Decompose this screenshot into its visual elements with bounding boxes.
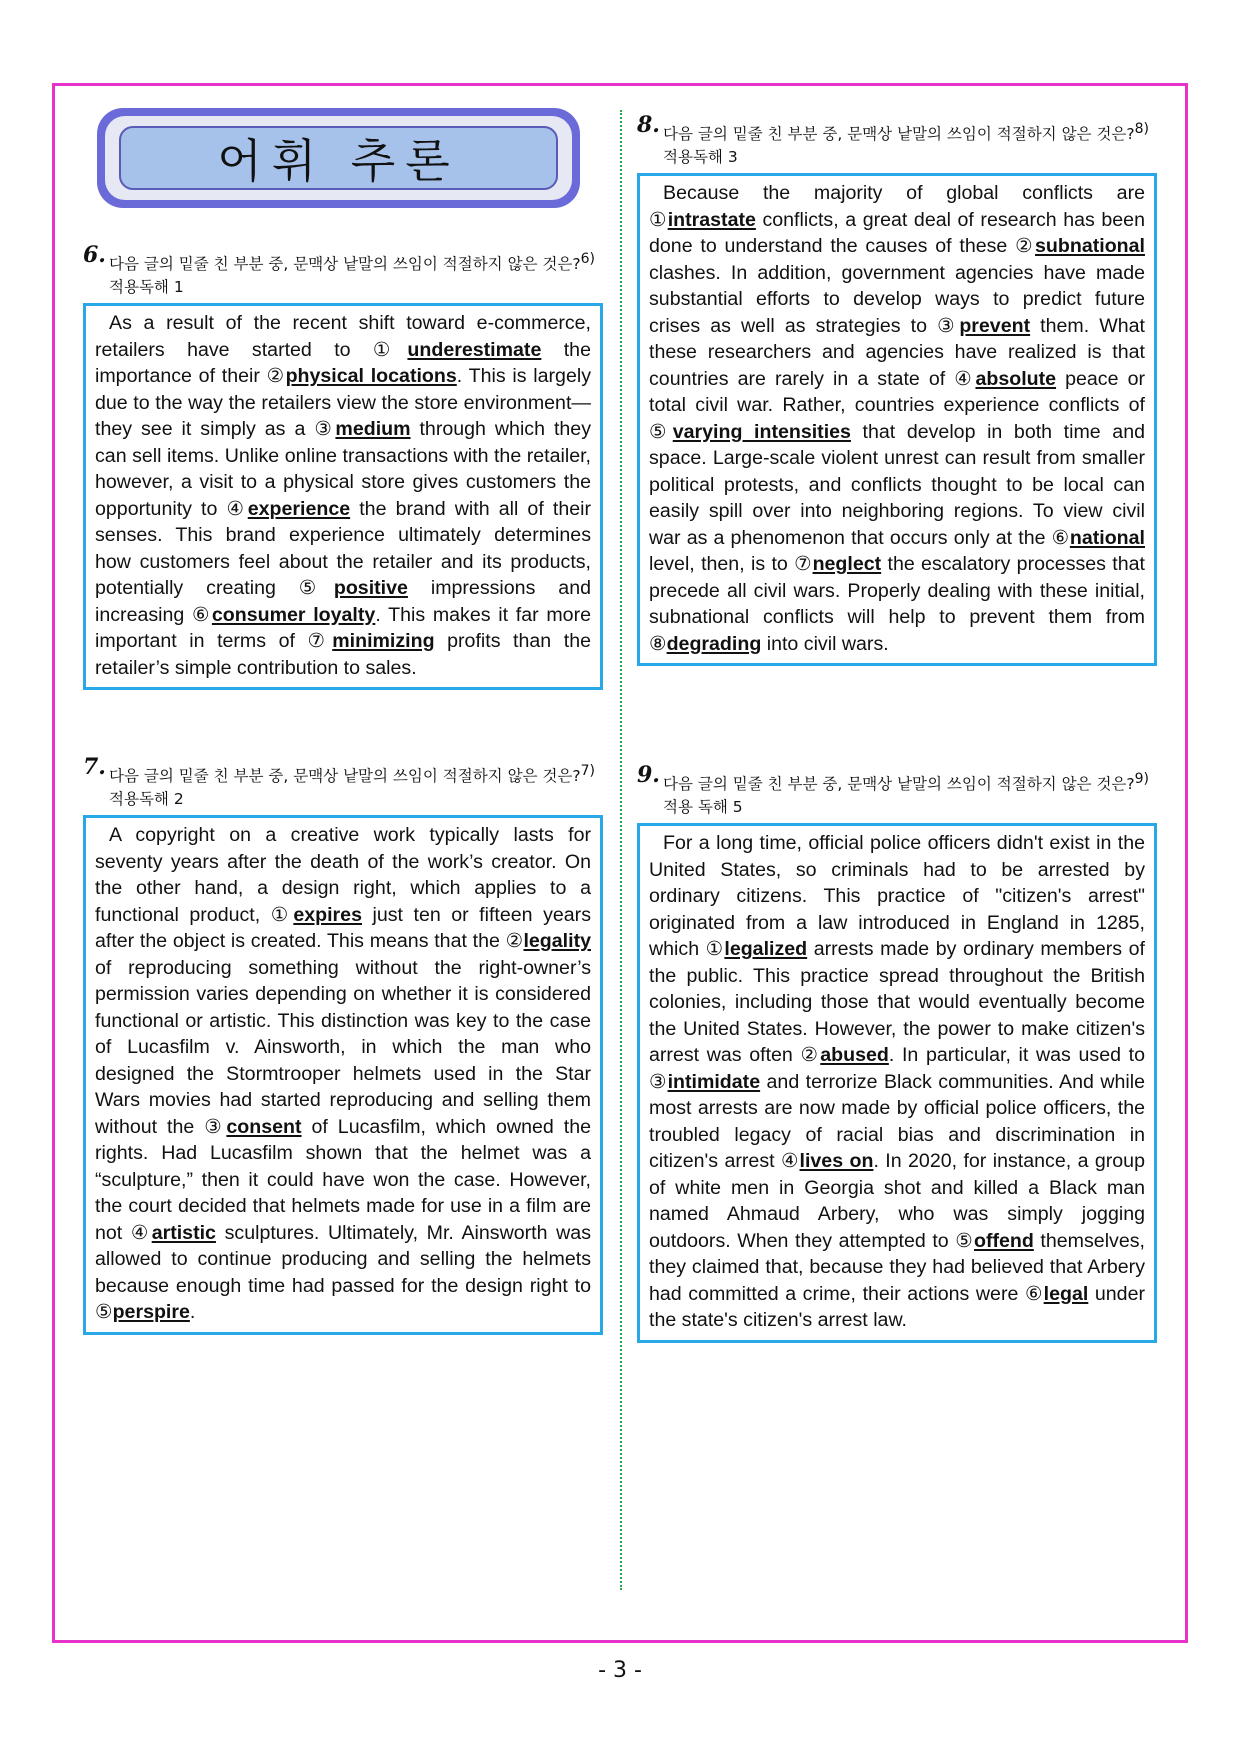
passage-text: and terrorize Black communities. And while most arrests are now made by official police officers, the troubled legacy of racial bias and discrimination in citizen's arrest xyxy=(649,1070,1145,1173)
passage-text: ④ xyxy=(226,497,248,520)
passage-text: under the state's citizen's arrest law. xyxy=(649,1282,1145,1332)
passage-text: them. What these researchers and agencies have realized is that countries are rarely in a state of xyxy=(649,314,1145,390)
underlined-word: offend xyxy=(974,1229,1034,1252)
question-number: 9. xyxy=(637,762,660,788)
question-number: 8. xyxy=(637,112,660,138)
passage-text: ② xyxy=(1015,235,1036,258)
passage-text: themselves, they claimed that, because they had believed that Arbery had committed a crime, their actions were xyxy=(649,1229,1145,1305)
underlined-word: artistic xyxy=(151,1221,216,1244)
question-prompt: 7. 다음 글의 밑줄 친 부분 중, 문맥상 낱말의 쓰임이 적절하지 않은 것은?$^{7)}$적용독해 2 xyxy=(83,754,595,809)
passage-text: ② xyxy=(505,930,524,953)
question-6 xyxy=(83,242,603,690)
passage-text: ⑦ xyxy=(794,553,813,576)
passage-text: conflicts, a great deal of research has been done to understand the causes of these xyxy=(649,208,1145,258)
underlined-word: minimizing xyxy=(332,630,435,653)
question-number: 6. xyxy=(83,242,106,268)
underlined-word: prevent xyxy=(959,314,1031,337)
question-prompt: 6. 다음 글의 밑줄 친 부분 중, 문맥상 낱말의 쓰임이 적절하지 않은 것은?$^{6)}$적용독해 1 xyxy=(83,242,595,297)
passage-text: ③ xyxy=(314,418,336,441)
passage-text: sculptures. Ultimately, Mr. Ainsworth was allowed to continue producing and selling the helmets because enough time had passed for the design right to xyxy=(95,1221,591,1297)
passage-text: . In 2020, for instance, a group of white men in Georgia shot and killed a Black man named Ahmaud Arbery, who was simply jogging outdoors. When they attempted to xyxy=(649,1150,1145,1252)
underlined-word: perspire xyxy=(112,1301,190,1324)
passage-text: level, then, is to xyxy=(649,553,795,576)
passage-text: . This makes it far more important in terms of xyxy=(95,603,591,653)
passage-text: ⑦ xyxy=(307,630,333,653)
underlined-word: lives on xyxy=(799,1150,874,1173)
passage-text: . This is largely due to the way the retailers view the store environment—they see it simply as a xyxy=(95,365,591,441)
passage-text: ④ xyxy=(780,1150,800,1173)
page-number: - 3 - xyxy=(598,1658,642,1683)
passage-text: ② xyxy=(266,365,286,388)
passage-text: peace or total civil war. Rather, countries experience conflicts of xyxy=(649,367,1145,417)
passage-text: ③ xyxy=(649,1070,668,1093)
passage-text: A copyright on a creative work typically lasts for seventy years after the death of the work’s creator. On the other hand, a design right, which applies to a functional product, xyxy=(95,824,591,926)
passage-text: the importance of their xyxy=(95,338,591,388)
passage-text: ⑥ xyxy=(192,603,212,626)
passage-box xyxy=(637,173,1157,666)
underlined-word: intrastate xyxy=(667,208,756,231)
section-title: 어휘 추론 xyxy=(217,134,460,188)
underlined-word: expires xyxy=(293,903,362,926)
passage-text: through which they can sell items. Unlike online transactions with the retailer, however, a visit to a physical store gives customers the opportunity to xyxy=(95,418,591,520)
passage-box xyxy=(83,303,603,690)
underlined-word: absolute xyxy=(975,367,1057,390)
column-divider xyxy=(620,110,622,1590)
passage-text: ⑧ xyxy=(649,632,667,655)
underlined-word: positive xyxy=(333,577,408,600)
underlined-word: abused xyxy=(820,1044,889,1067)
passage-text: just ten or fifteen years after the object is created. This means that the xyxy=(95,903,591,953)
section-title-banner xyxy=(97,108,580,208)
passage-text: As a result of the recent shift toward e-commerce, retailers have started to xyxy=(95,312,591,361)
question-7 xyxy=(83,754,603,1335)
question-8 xyxy=(637,112,1157,666)
underlined-word: legality xyxy=(523,930,591,953)
passage-text: ① xyxy=(270,903,294,926)
passage-text: the brand with all of their senses. This brand experience ultimately determines how customers feel about the retailer and its products, potentially creating xyxy=(95,497,591,600)
underlined-word: medium xyxy=(335,418,411,441)
underlined-word: physical locations xyxy=(285,365,457,388)
passage-text: ⑤ xyxy=(649,420,673,443)
passage-text: ② xyxy=(800,1044,821,1067)
passage-text: of Lucasfilm, which owned the rights. Had Lucasfilm shown that the helmet was a “sculpture,” then it could have won the case. However, the court decided that helmets made for use in a film are not xyxy=(95,1115,591,1244)
question-number: 7. xyxy=(83,754,106,780)
passage-text: ⑤ xyxy=(95,1301,113,1324)
underlined-word: intimidate xyxy=(667,1070,761,1093)
passage-box xyxy=(637,823,1157,1343)
passage-text: ① xyxy=(372,338,408,361)
passage-text: ③ xyxy=(204,1115,227,1138)
passage-text: ⑤ xyxy=(955,1229,974,1252)
passage-text: the escalatory processes that precede all civil wars. Properly dealing with these initial, subnational conflicts will help to prevent them from xyxy=(649,553,1145,629)
passage-text: ④ xyxy=(130,1221,152,1244)
underlined-word: experience xyxy=(247,497,351,520)
question-prompt: 8. 다음 글의 밑줄 친 부분 중, 문맥상 낱말의 쓰임이 적절하지 않은 것은?$^{8)}$적용독해 3 xyxy=(637,112,1149,167)
passage-text: profits than the retailer’s simple contribution to sales. xyxy=(95,630,591,679)
underlined-word: legal xyxy=(1043,1282,1089,1305)
passage-box xyxy=(83,815,603,1335)
passage-text: clashes. In addition, government agencies have made substantial efforts to develop ways to predict future crises as well as strategies to xyxy=(649,261,1145,337)
passage-text: Because the majority of global conflicts are xyxy=(663,182,1145,205)
passage-text: ⑥ xyxy=(1024,1282,1044,1305)
underlined-word: consent xyxy=(226,1115,302,1138)
passage-text: of reproducing something without the right-owner’s permission varies depending on whether it is considered functional or artistic. This distinction was key to the case of Lucasfilm v. Ainsworth, in which the man who designed the Stormtrooper helmets used in the Star Wars movies had started reproducing and selling them without the xyxy=(95,956,591,1138)
question-9 xyxy=(637,762,1157,1343)
passage-text: . In particular, it was used to xyxy=(888,1044,1145,1067)
passage-text: ① xyxy=(649,208,668,231)
question-prompt: 9. 다음 글의 밑줄 친 부분 중, 문맥상 낱말의 쓰임이 적절하지 않은 것은?$^{9)}$적용 독해 5 xyxy=(637,762,1149,817)
passage-text: For a long time, official police officers didn't exist in the United States, so criminals had to be arrested by ordinary citizens. This practice of "citizen's arrest" originated from a law introduced in England in 1285, which xyxy=(649,832,1145,961)
passage-text: impressions and increasing xyxy=(95,577,591,626)
underlined-word: national xyxy=(1069,526,1145,549)
passage-text: ⑥ xyxy=(1051,526,1070,549)
underlined-word: varying intensities xyxy=(672,420,851,443)
underlined-word: subnational xyxy=(1035,235,1145,258)
underlined-word: degrading xyxy=(666,632,762,655)
underlined-word: consumer loyalty xyxy=(211,603,376,626)
passage-text: arrests made by ordinary members of the public. This practice spread throughout the British colonies, including those that would eventually become the United States. However, the power to make citizen's arrest was often xyxy=(649,938,1145,1067)
underlined-word: legalized xyxy=(724,938,808,961)
passage-text: ④ xyxy=(954,367,976,390)
underlined-word: neglect xyxy=(812,553,882,576)
passage-text: ⑤ xyxy=(298,577,334,600)
passage-text: that develop in both time and space. Large-scale violent unrest can result from smaller political protests, and conflicts thought to be local can easily spill over into neighboring regions. To view civil war as a phenomenon that occurs only at the xyxy=(649,420,1145,549)
passage-text: ③ xyxy=(937,314,960,337)
underlined-word: underestimate xyxy=(407,338,542,361)
passage-text: . xyxy=(189,1301,196,1324)
passage-text: into civil wars. xyxy=(761,632,889,655)
passage-text: ① xyxy=(705,938,725,961)
